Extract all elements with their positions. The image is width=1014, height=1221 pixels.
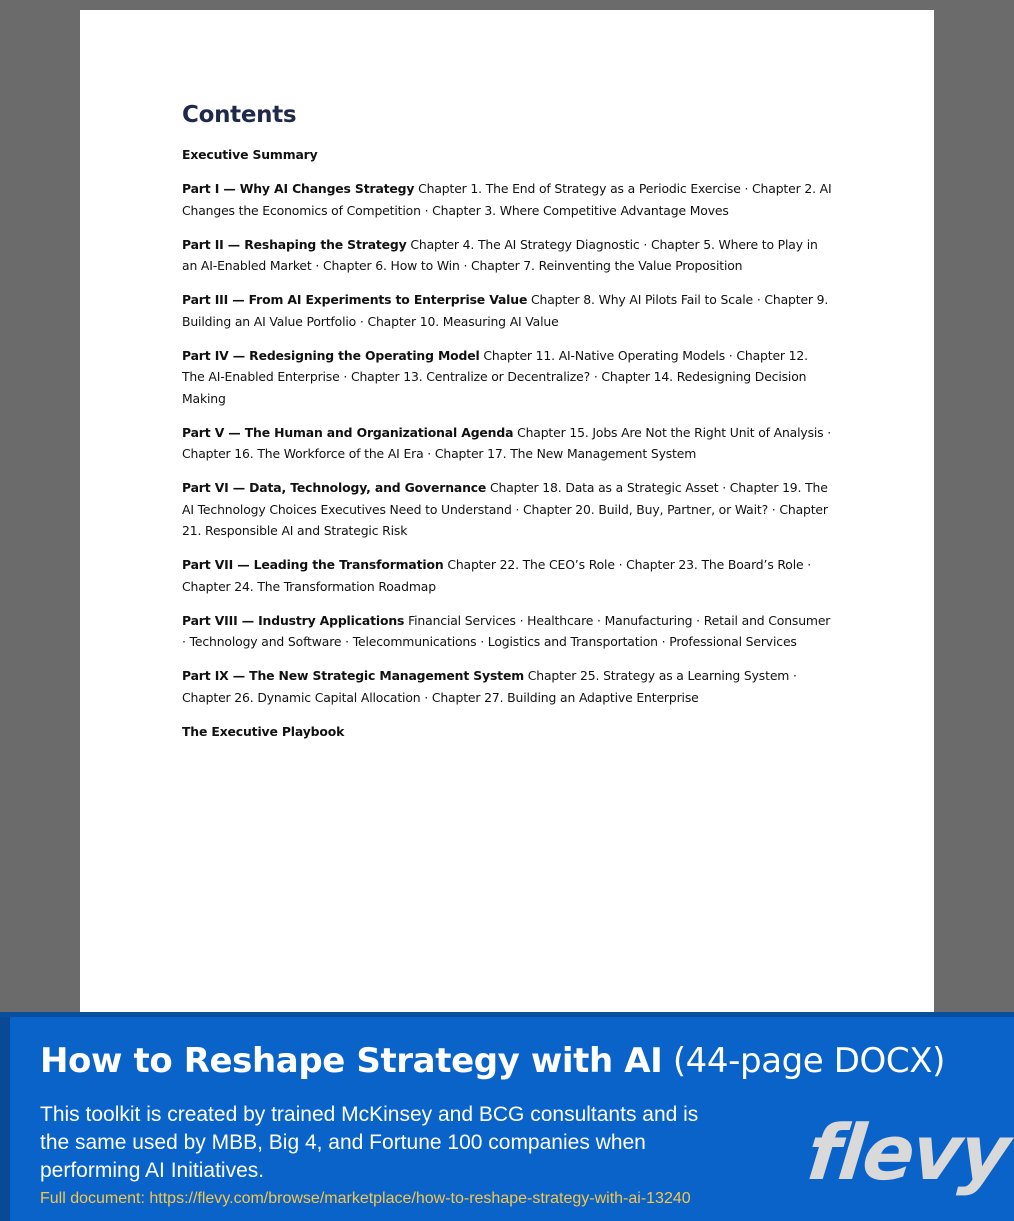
toc-part-title: The Executive Playbook xyxy=(182,723,345,739)
toc-chapters: Chapter 18. Data as a Strategic Asset · Chapter 19. The AI Technology Choices Executives Need to Understand · Chapter 20. Build, Buy, Partner, or Wait? · Chapter 21. Responsible AI and Strategic Risk xyxy=(182,480,828,538)
toc-entry-part-5 xyxy=(182,422,832,465)
banner-title xyxy=(40,1041,945,1081)
toc-chapters: Chapter 25. Strategy as a Learning System · Chapter 26. Dynamic Capital Allocation · Chapter 27. Building an Adaptive Enterprise xyxy=(182,668,797,705)
document-page-count: (44-page DOCX) xyxy=(662,1041,945,1081)
toc-chapters: Financial Services · Healthcare · Manufacturing · Retail and Consumer · Technology and Software · Telecommunications · Logistics and Transportation · Professional Services xyxy=(182,612,831,649)
toc-entry-executive-summary xyxy=(182,144,832,166)
promo-banner xyxy=(0,1012,1014,1221)
toc-part-title: Part III — From AI Experiments to Enterprise Value xyxy=(182,292,528,307)
toc-part-title: Part V — The Human and Organizational Agenda xyxy=(182,424,514,440)
toc-entry-part-9 xyxy=(182,665,832,708)
toc-part-title: Part IX — The New Strategic Management System xyxy=(182,668,524,683)
toc-entry-part-8 xyxy=(182,610,832,653)
toc-chapters: Chapter 4. The AI Strategy Diagnostic · Chapter 5. Where to Play in an AI-Enabled Market · Chapter 6. How to Win · Chapter 7. Reinventing the Value Proposition xyxy=(182,236,818,273)
toc-chapters: Chapter 1. The End of Strategy as a Periodic Exercise · Chapter 2. AI Changes the Economics of Competition · Chapter 3. Where Competitive Advantage Moves xyxy=(182,181,832,218)
banner-description: This toolkit is created by trained McKinsey and BCG consultants and is the same used by MBB, Big 4, and Fortune 100 companies when performing AI Initiatives. xyxy=(40,1103,699,1182)
document-page xyxy=(80,10,934,1012)
toc-chapters: Chapter 8. Why AI Pilots Fail to Scale · Chapter 9. Building an AI Value Portfolio · Chapter 10. Measuring AI Value xyxy=(182,292,829,329)
toc-part-title: Part II — Reshaping the Strategy xyxy=(182,236,407,252)
flevy-logo: flevy xyxy=(803,1108,1013,1197)
document-title: How to Reshape Strategy with AI xyxy=(40,1041,663,1081)
toc-entry-part-4 xyxy=(182,345,832,410)
toc-chapters: Chapter 15. Jobs Are Not the Right Unit of Analysis · Chapter 16. The Workforce of the AI Era · Chapter 17. The New Management System xyxy=(182,424,832,461)
toc-entry-part-6 xyxy=(182,477,832,542)
toc-part-title: Part VI — Data, Technology, and Governance xyxy=(182,480,487,495)
toc-entry-part-7 xyxy=(182,554,832,597)
toc-chapters: Chapter 22. The CEO’s Role · Chapter 23. The Board’s Role · Chapter 24. The Transformation Roadmap xyxy=(182,557,812,594)
toc-entry-executive-playbook xyxy=(182,721,832,743)
toc-entry-part-2 xyxy=(182,234,832,277)
toc-part-title: Part I — Why AI Changes Strategy xyxy=(182,181,415,196)
toc-chapters: Chapter 11. AI-Native Operating Models · Chapter 12. The AI-Enabled Enterprise · Chapter 13. Centralize or Decentralize? · Chapter 14. Redesigning Decision Making xyxy=(182,347,808,406)
toc-part-title: Part IV — Redesigning the Operating Model xyxy=(182,347,480,363)
toc-part-title: Part VII — Leading the Transformation xyxy=(182,557,444,572)
contents-heading: Contents xyxy=(182,102,297,128)
toc-entry-part-1 xyxy=(182,178,832,221)
full-document-link[interactable]: Full document: https://flevy.com/browse/marketplace/how-to-reshape-strategy-with-ai-13240 xyxy=(40,1190,691,1207)
banner-accent-strip xyxy=(0,1017,10,1221)
toc-part-title: Part VIII — Industry Applications xyxy=(182,612,405,628)
table-of-contents xyxy=(182,102,832,755)
toc-entry-part-3 xyxy=(182,289,832,332)
toc-part-title: Executive Summary xyxy=(182,147,318,162)
